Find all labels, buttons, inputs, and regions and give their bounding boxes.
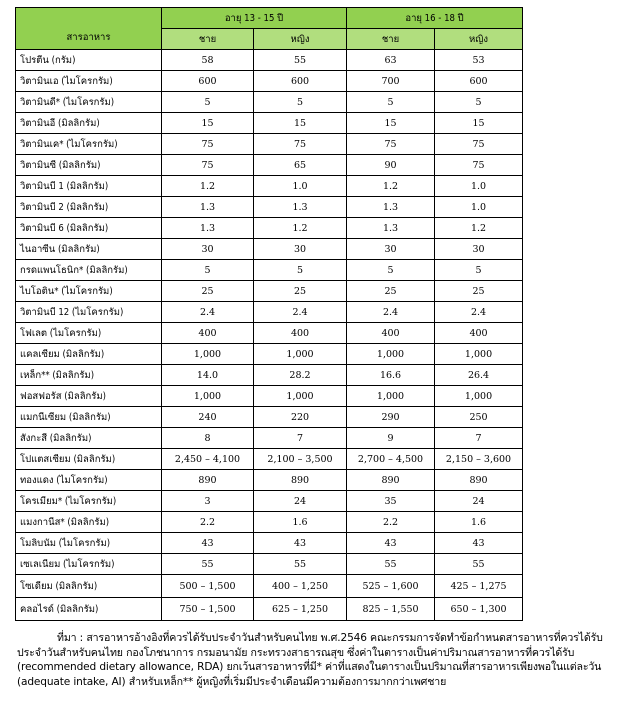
nutrient-name-cell: ไนอาซีน (มิลลิกรัม): [16, 239, 162, 260]
table-row: [16, 491, 523, 512]
value-cell: 25: [347, 281, 435, 302]
value-cell: 1,000: [435, 344, 523, 365]
table-row: [16, 598, 523, 621]
value-cell: 1.0: [254, 176, 347, 197]
nutrient-name-cell: วิตามินบี 6 (มิลลิกรัม): [16, 218, 162, 239]
value-cell: 5: [162, 92, 254, 113]
value-cell: 1.2: [162, 176, 254, 197]
value-cell: 1,000: [347, 386, 435, 407]
value-cell: 75: [435, 134, 523, 155]
value-cell: 400: [254, 323, 347, 344]
table-row: [16, 386, 523, 407]
value-cell: 400: [162, 323, 254, 344]
value-cell: 43: [254, 533, 347, 554]
value-cell: 1,000: [162, 344, 254, 365]
nutrient-name-cell: เซเลเนียม (ไมโครกรัม): [16, 554, 162, 575]
nutrient-rda-table: [15, 7, 523, 621]
table-row: [16, 512, 523, 533]
value-cell: 15: [254, 113, 347, 134]
value-cell: 250: [435, 407, 523, 428]
value-cell: 2,150 – 3,600: [435, 449, 523, 470]
nutrient-name-cell: โมลิบนัม (ไมโครกรัม): [16, 533, 162, 554]
value-cell: 1.6: [254, 512, 347, 533]
value-cell: 1.0: [435, 197, 523, 218]
value-cell: 24: [254, 491, 347, 512]
value-cell: 3: [162, 491, 254, 512]
value-cell: 400 – 1,250: [254, 575, 347, 598]
value-cell: 290: [347, 407, 435, 428]
value-cell: 890: [254, 470, 347, 491]
table-row: [16, 155, 523, 176]
nutrient-name-cell: โฟเลต (ไมโครกรัม): [16, 323, 162, 344]
value-cell: 53: [435, 50, 523, 71]
table-row: [16, 50, 523, 71]
value-cell: 700: [347, 71, 435, 92]
value-cell: 1.3: [162, 218, 254, 239]
value-cell: 25: [162, 281, 254, 302]
nutrient-name-cell: วิตามินบี 2 (มิลลิกรัม): [16, 197, 162, 218]
sex-header-female-13-15: หญิง: [254, 29, 347, 50]
value-cell: 600: [435, 71, 523, 92]
value-cell: 1,000: [254, 344, 347, 365]
nutrient-name-cell: โปแตสเซียม (มิลลิกรัม): [16, 449, 162, 470]
value-cell: 5: [347, 260, 435, 281]
value-cell: 28.2: [254, 365, 347, 386]
value-cell: 30: [254, 239, 347, 260]
table-row: [16, 344, 523, 365]
value-cell: 75: [254, 134, 347, 155]
value-cell: 2.4: [162, 302, 254, 323]
value-cell: 2.4: [435, 302, 523, 323]
value-cell: 58: [162, 50, 254, 71]
sex-header-female-16-18: หญิง: [435, 29, 523, 50]
footnote-line: (recommended dietary allowance, RDA) ยกเว้นสารอาหารที่มี* ค่าที่แสดงในตารางเป็นปริมาณที่สารอาหารเพียงพอในแต่ละวัน: [17, 661, 602, 673]
value-cell: 90: [347, 155, 435, 176]
table-row: [16, 92, 523, 113]
source-footnote: [17, 631, 627, 689]
table-row: [16, 575, 523, 598]
value-cell: 16.6: [347, 365, 435, 386]
value-cell: 525 – 1,600: [347, 575, 435, 598]
nutrient-column-header: สารอาหาร: [16, 8, 162, 50]
nutrient-name-cell: วิตามินดี* (ไมโครกรัม): [16, 92, 162, 113]
value-cell: 625 – 1,250: [254, 598, 347, 621]
value-cell: 1.2: [254, 218, 347, 239]
value-cell: 43: [435, 533, 523, 554]
value-cell: 650 – 1,300: [435, 598, 523, 621]
value-cell: 26.4: [435, 365, 523, 386]
table-row: [16, 554, 523, 575]
table-row: [16, 134, 523, 155]
value-cell: 400: [347, 323, 435, 344]
value-cell: 43: [162, 533, 254, 554]
footnote-line: (adequate intake, AI) สำหรับเหล็ก** ผู้หญิงที่เริ่มมีประจำเดือนมีความต้องการมากกว่าเพศชาย: [17, 675, 447, 688]
table-row: [16, 197, 523, 218]
value-cell: 8: [162, 428, 254, 449]
header-row-age-groups: [16, 8, 523, 29]
table-row: [16, 281, 523, 302]
value-cell: 1.3: [347, 197, 435, 218]
value-cell: 7: [435, 428, 523, 449]
value-cell: 15: [435, 113, 523, 134]
table-row: [16, 323, 523, 344]
table-row: [16, 260, 523, 281]
table-row: [16, 365, 523, 386]
value-cell: 1,000: [435, 386, 523, 407]
value-cell: 5: [254, 92, 347, 113]
age-group-header-13-15: อายุ 13 - 15 ปี: [162, 8, 347, 29]
value-cell: 55: [162, 554, 254, 575]
value-cell: 750 – 1,500: [162, 598, 254, 621]
value-cell: 75: [435, 155, 523, 176]
value-cell: 600: [162, 71, 254, 92]
value-cell: 9: [347, 428, 435, 449]
value-cell: 2.4: [254, 302, 347, 323]
value-cell: 35: [347, 491, 435, 512]
value-cell: 55: [347, 554, 435, 575]
value-cell: 55: [254, 50, 347, 71]
nutrient-name-cell: เหล็ก** (มิลลิกรัม): [16, 365, 162, 386]
table-row: [16, 470, 523, 491]
table-body: [16, 50, 523, 621]
value-cell: 1.0: [435, 176, 523, 197]
value-cell: 55: [254, 554, 347, 575]
value-cell: 25: [435, 281, 523, 302]
value-cell: 1,000: [254, 386, 347, 407]
value-cell: 500 – 1,500: [162, 575, 254, 598]
footnote-line: ประจำวันสำหรับคนไทย กองโภชนาการ กรมอนามัย กระทรวงสาธารณสุข ซึ่งค่าในตารางเป็นค่าปริมาณสารอาหารที่ควรได้รับ: [17, 646, 575, 659]
value-cell: 2,450 – 4,100: [162, 449, 254, 470]
value-cell: 2.2: [162, 512, 254, 533]
value-cell: 25: [254, 281, 347, 302]
nutrient-name-cell: วิตามินบี 1 (มิลลิกรัม): [16, 176, 162, 197]
value-cell: 30: [435, 239, 523, 260]
value-cell: 65: [254, 155, 347, 176]
value-cell: 30: [347, 239, 435, 260]
nutrient-name-cell: ไบโอติน* (ไมโครกรัม): [16, 281, 162, 302]
nutrient-name-cell: แมงกานีส* (มิลลิกรัม): [16, 512, 162, 533]
value-cell: 2.4: [347, 302, 435, 323]
value-cell: 1.6: [435, 512, 523, 533]
table-row: [16, 428, 523, 449]
value-cell: 1.2: [435, 218, 523, 239]
table-row: [16, 113, 523, 134]
nutrient-name-cell: กรดแพนโธนิก* (มิลลิกรัม): [16, 260, 162, 281]
value-cell: 5: [435, 260, 523, 281]
nutrient-name-cell: วิตามินบี 12 (ไมโครกรัม): [16, 302, 162, 323]
value-cell: 1,000: [162, 386, 254, 407]
age-group-header-16-18: อายุ 16 - 18 ปี: [347, 8, 523, 29]
value-cell: 43: [347, 533, 435, 554]
value-cell: 30: [162, 239, 254, 260]
value-cell: 5: [254, 260, 347, 281]
value-cell: 2,100 – 3,500: [254, 449, 347, 470]
nutrient-name-cell: สังกะสี (มิลลิกรัม): [16, 428, 162, 449]
value-cell: 5: [162, 260, 254, 281]
nutrient-name-cell: วิตามินเค* (ไมโครกรัม): [16, 134, 162, 155]
value-cell: 890: [435, 470, 523, 491]
nutrient-name-cell: วิตามินเอ (ไมโครกรัม): [16, 71, 162, 92]
table-header: [16, 8, 523, 50]
table-row: [16, 218, 523, 239]
value-cell: 890: [347, 470, 435, 491]
value-cell: 425 – 1,275: [435, 575, 523, 598]
table-row: [16, 449, 523, 470]
value-cell: 1.3: [347, 218, 435, 239]
value-cell: 5: [435, 92, 523, 113]
table-row: [16, 302, 523, 323]
nutrient-name-cell: วิตามินซี (มิลลิกรัม): [16, 155, 162, 176]
value-cell: 600: [254, 71, 347, 92]
table-row: [16, 533, 523, 554]
nutrient-name-cell: ทองแดง (ไมโครกรัม): [16, 470, 162, 491]
value-cell: 75: [162, 134, 254, 155]
value-cell: 5: [347, 92, 435, 113]
footnote-line: ที่มา : สารอาหารอ้างอิงที่ควรได้รับประจำวันสำหรับคนไทย พ.ศ.2546 คณะกรรมการจัดทำข้อกำหนดสารอาหารที่ควรได้รับ: [57, 632, 603, 644]
value-cell: 2,700 – 4,500: [347, 449, 435, 470]
table-row: [16, 407, 523, 428]
nutrient-name-cell: คลอไรด์ (มิลลิกรัม): [16, 598, 162, 621]
value-cell: 15: [162, 113, 254, 134]
value-cell: 15: [347, 113, 435, 134]
sex-header-male-13-15: ชาย: [162, 29, 254, 50]
value-cell: 890: [162, 470, 254, 491]
table-row: [16, 239, 523, 260]
value-cell: 1.2: [347, 176, 435, 197]
value-cell: 240: [162, 407, 254, 428]
value-cell: 400: [435, 323, 523, 344]
value-cell: 220: [254, 407, 347, 428]
value-cell: 2.2: [347, 512, 435, 533]
value-cell: 63: [347, 50, 435, 71]
nutrient-name-cell: วิตามินอี (มิลลิกรัม): [16, 113, 162, 134]
value-cell: 7: [254, 428, 347, 449]
value-cell: 14.0: [162, 365, 254, 386]
value-cell: 1.3: [162, 197, 254, 218]
table-row: [16, 176, 523, 197]
nutrient-name-cell: แมกนีเซียม (มิลลิกรัม): [16, 407, 162, 428]
value-cell: 1.3: [254, 197, 347, 218]
nutrient-name-cell: ฟอสฟอรัส (มิลลิกรัม): [16, 386, 162, 407]
value-cell: 1,000: [347, 344, 435, 365]
value-cell: 825 – 1,550: [347, 598, 435, 621]
value-cell: 24: [435, 491, 523, 512]
value-cell: 75: [162, 155, 254, 176]
nutrient-name-cell: โปรตีน (กรัม): [16, 50, 162, 71]
table-row: [16, 71, 523, 92]
nutrient-name-cell: แคลเซียม (มิลลิกรัม): [16, 344, 162, 365]
sex-header-male-16-18: ชาย: [347, 29, 435, 50]
value-cell: 75: [347, 134, 435, 155]
nutrient-name-cell: โครเมียม* (ไมโครกรัม): [16, 491, 162, 512]
nutrient-name-cell: โซเดียม (มิลลิกรัม): [16, 575, 162, 598]
value-cell: 55: [435, 554, 523, 575]
